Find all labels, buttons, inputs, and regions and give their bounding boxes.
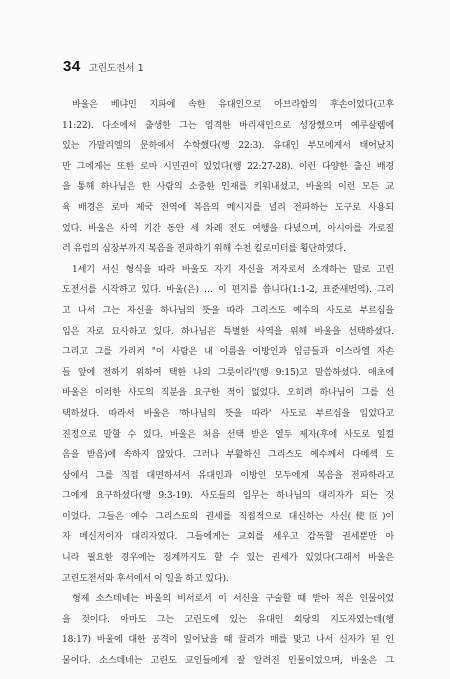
text-line: 을 것이다. 아마도 그는 고린도에 있는 유대인 회당의 지도자였는데(행 (62, 614, 394, 625)
text-line: 을 통해 하나님은 한 사람의 소중한 인재를 키워내셨고, 바울의 이런 모든 교 (62, 182, 394, 193)
page-number: 34 (63, 58, 81, 75)
text-line: 들 앞에 전하기 위하여 택한 나의 그릇이라"(행 9:15)고 말씀하셨다. 애초에 (62, 367, 394, 378)
text-line: 있는 가말리엘의 문하에서 수학했다(행 22:3). 유대인 부모에게서 태어났지 (62, 141, 394, 152)
text-line: 물이다. 소스데네는 고린도 교인들에게 잘 알려진 인물이었으며, 바울은 그 (62, 656, 394, 667)
text-line: 도전서를 시작하고 있다. 바울(은) … 이 편지를 씁니다(1:1-2, 표준새번역). 그리 (62, 285, 394, 296)
text-line: 그리고 그를 가리켜 "이 사람은 내 이름을 이방인과 임금들과 이스라엘 자손 (62, 347, 394, 358)
text-line: 이었다. 그들은 예수 그리스도의 권세를 직접적으로 대신하는 사신(使臣)이 (62, 511, 394, 522)
text-line: 러 유럽의 심장부까지 복음을 전파하기 위해 수천 킬로미터를 횡단하였다. (62, 244, 346, 255)
text-line: 11:22). 다소에서 출생한 그는 엄격한 바리새인으로 성장했으며 예루살렘에 (62, 120, 394, 131)
text-line: 진정으로 말할 수 있다. 바울은 처음 선택 받은 열두 제자(후에 사도로 일컬 (62, 429, 394, 440)
text-line: 고린도전서와 후서에서 이 일을 하고 있다). (62, 573, 229, 584)
text-line: 니라 필요한 경우에는 징계까지도 할 수 있는 권세가 있었다(그래서 바울은 (62, 553, 394, 564)
text-line: 만 그에게는 또한 로마 시민권이 있었다(행 22:27-28). 이런 다양한 출신 배경 (62, 161, 394, 172)
text-line: 고 나서 그는 자신을 하나님의 뜻을 따라 그리스도 예수의 사도로 부르심을 (62, 305, 394, 316)
text-line: 택하셨다. 따라서 바울은 '하나님의 뜻을 따라' 사도로 부르심을 입었다고 (62, 408, 394, 419)
text-line: 1세기 서신 형식을 따라 바울도 자기 자신을 저자로서 소개하는 말로 고린 (72, 264, 394, 275)
running-head (63, 58, 144, 75)
text-line: 었다. 바울은 사역 기간 동안 세 차례 전도 여행을 다녔으며, 아시아를 가로질 (62, 223, 394, 234)
text-line: 음을 받음)에 속하지 않았다. 그러나 부활하신 그리스도 예수께서 다메섹 도 (62, 450, 394, 461)
text-line: 입은 자로 묘사하고 있다. 하나님은 특별한 사역을 위해 바울을 선택하셨다. (62, 326, 394, 337)
body-text (62, 95, 394, 672)
running-head-title: 고린도전서 1 (88, 63, 144, 74)
text-line: 자 메신저이자 대리자였다. 그들에게는 교회를 세우고 감독할 권세뿐만 아 (62, 532, 394, 543)
text-line: 18:17) 바울에 대한 공격이 일어났을 때 끌려가 매를 맞고 나서 신자가 된 인 (62, 635, 394, 646)
text-line: 바울은 이러한 사도의 직분을 요구한 적이 없었다. 오히려 하나님이 그를 선 (62, 388, 394, 399)
text-line: 그에게 요구하셨다(행 9:3-19). 사도들의 임무는 하나님의 대리자가 되는 것 (62, 491, 394, 502)
text-line: 바울은 베냐민 지파에 속한 유대인으로 아브라함의 후손이었다(고후 (72, 100, 394, 110)
text-line: 상에서 그를 직접 대면하셔서 유대인과 이방인 모두에게 복음을 전파하라고 (62, 470, 394, 481)
text-line: 형제 소스데네는 바울의 비서로서 이 서신을 구술할 때 받아 적은 인물이었 (72, 594, 394, 605)
text-line: 육 배경은 로마 제국 전역에 복음의 메시지를 널리 전파하는 도구로 사용되 (62, 202, 394, 213)
